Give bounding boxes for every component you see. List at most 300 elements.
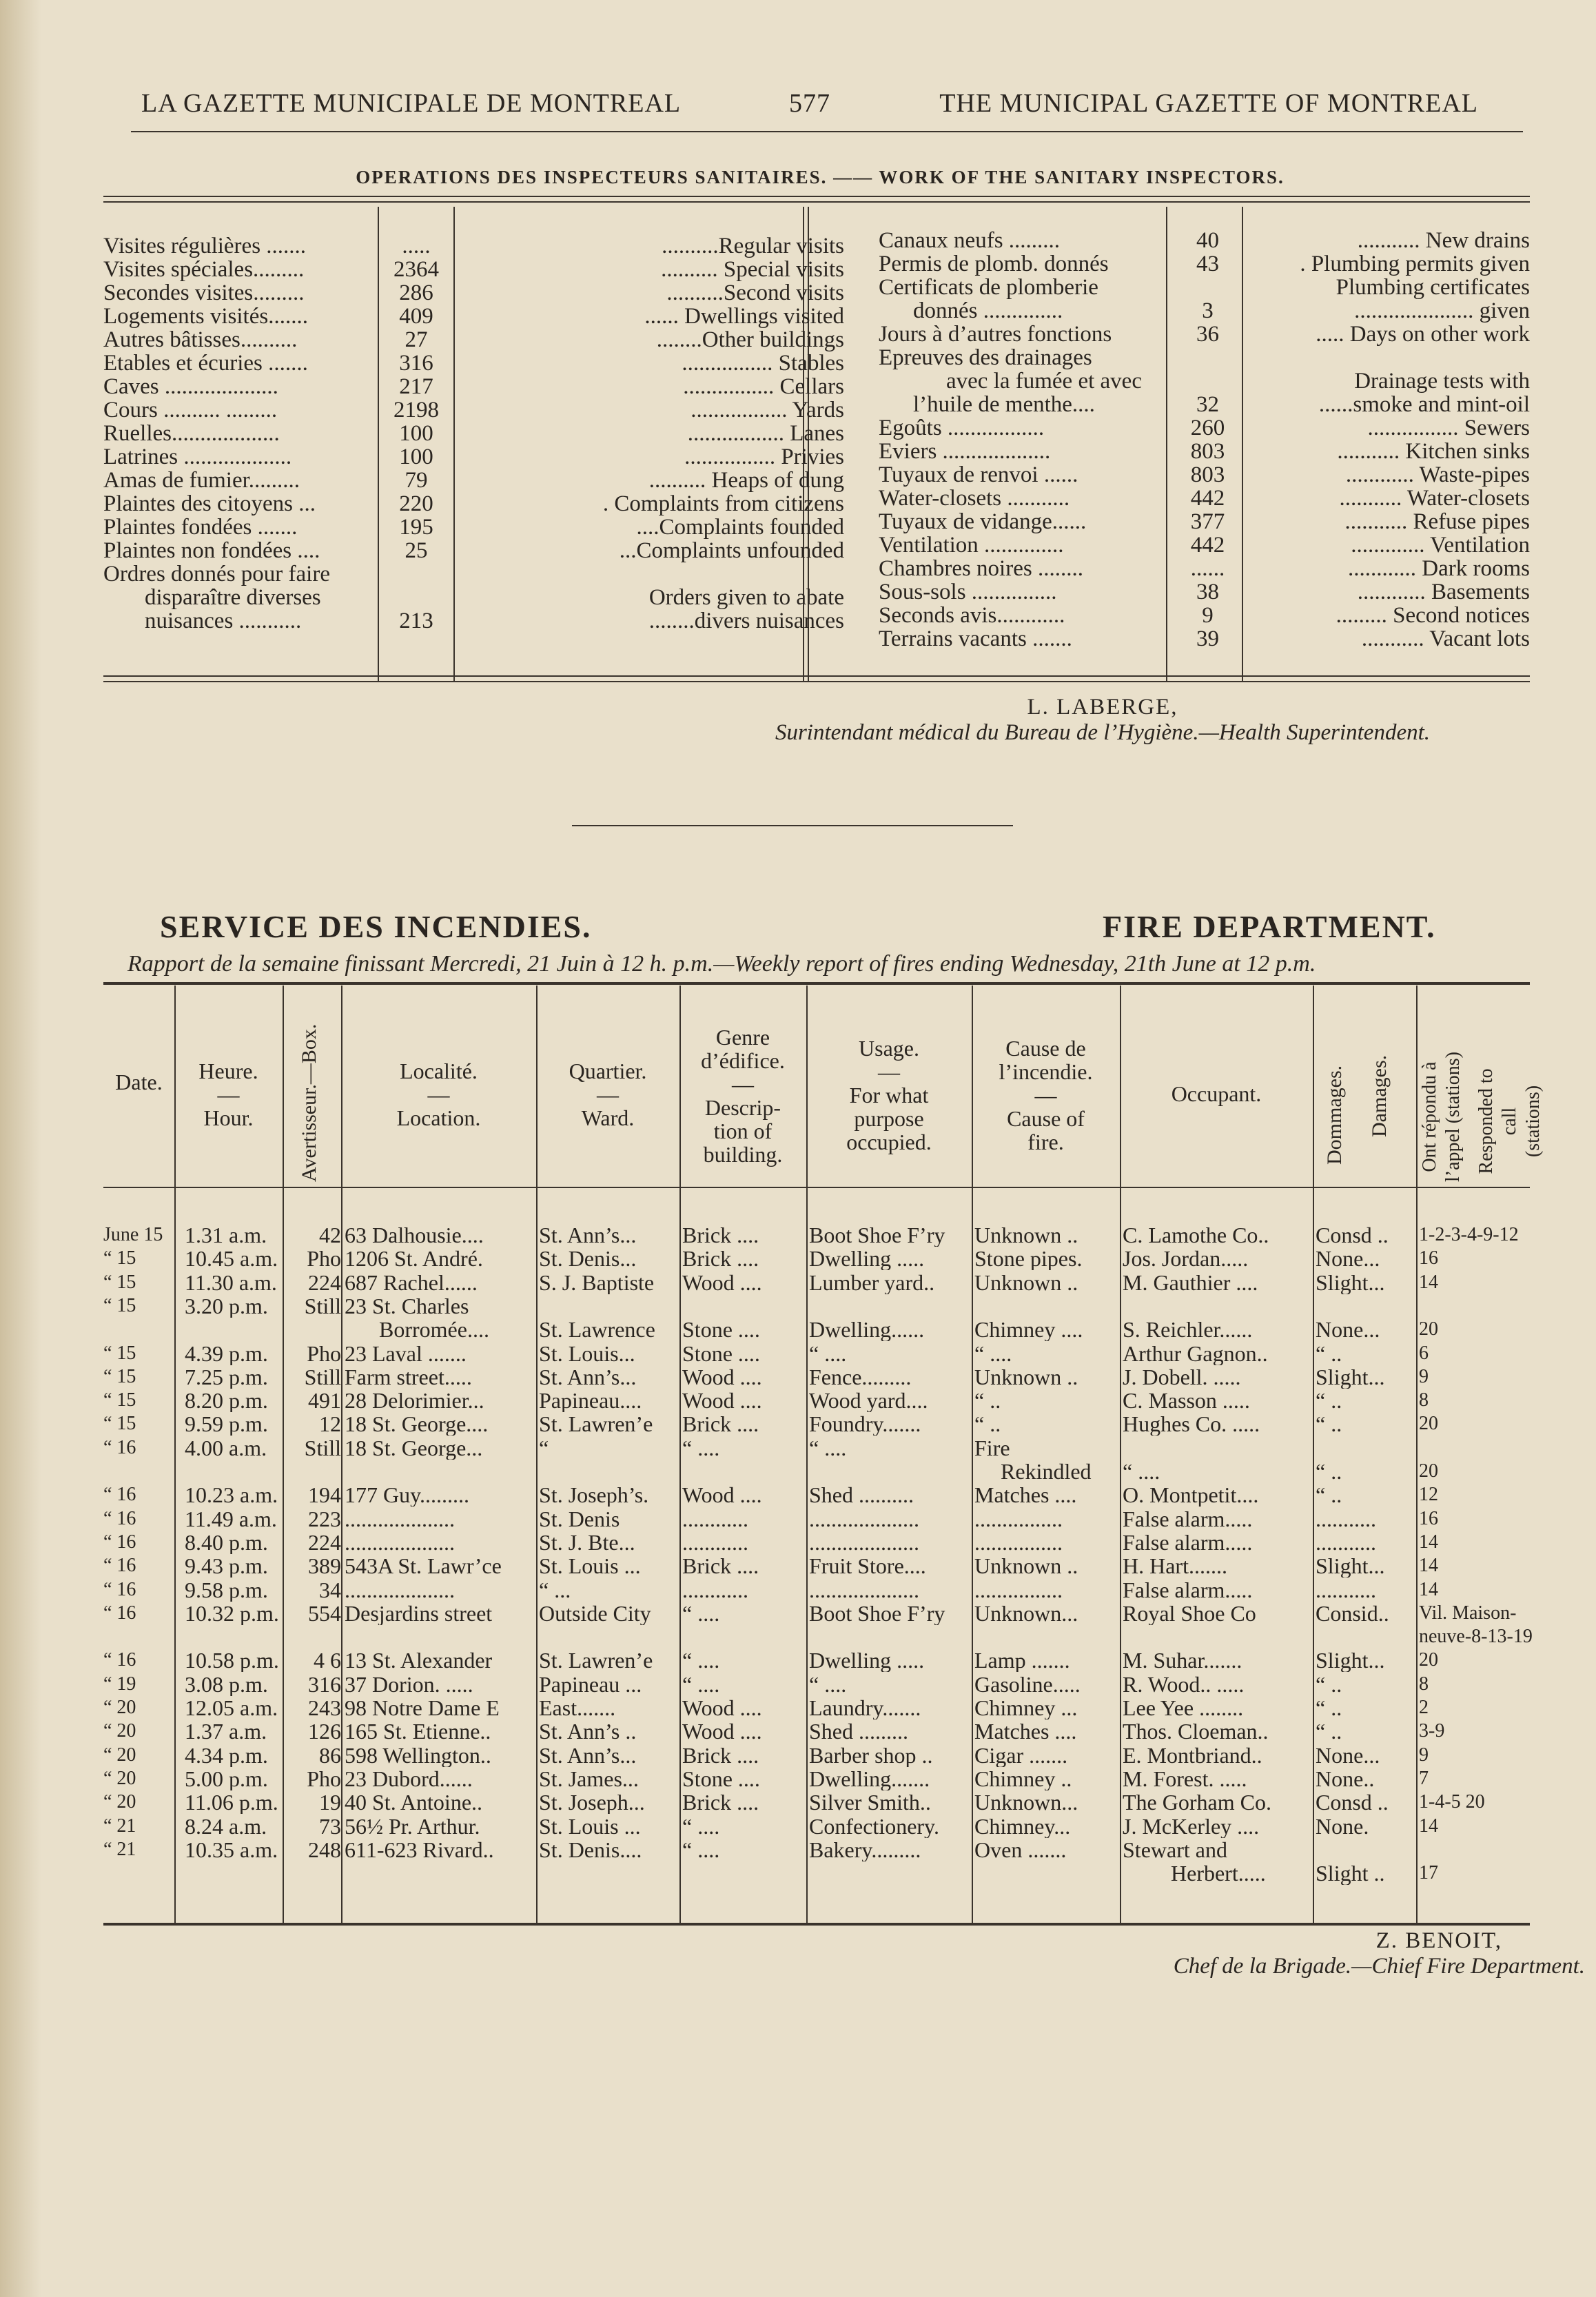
fire-cell-occ: Stewart and	[1123, 1837, 1227, 1861]
fire-row	[103, 1507, 1530, 1531]
fire-cell-use: Fruit Store....	[809, 1554, 926, 1578]
fire-header-occupant: Occupant.	[1171, 1081, 1262, 1106]
sanitary-item-value: 213	[399, 609, 433, 633]
sanitary-item-value: 442	[1190, 533, 1225, 558]
fire-cell-date: “ 20	[103, 1767, 136, 1789]
fire-cell-use: Silver Smith..	[809, 1790, 931, 1815]
fire-cell-box: Pho	[307, 1247, 341, 1271]
sanitary-item-en: Drainage tests with	[1354, 369, 1530, 394]
fire-cell-hour: 8.24 a.m.	[185, 1814, 267, 1838]
fire-cell-occ: False alarm.....	[1123, 1578, 1253, 1602]
fire-cell-box: Pho	[307, 1341, 341, 1365]
fire-cell-loc: ....................	[345, 1530, 455, 1554]
fire-cell-use: Barber shop ..	[809, 1743, 933, 1767]
sanitary-item-value: 38	[1196, 580, 1219, 604]
sanitary-row	[103, 234, 844, 258]
fire-cell-resp: 20	[1419, 1413, 1438, 1435]
fire-cell-resp: 3-9	[1419, 1720, 1445, 1742]
fire-cell-dmg: None...	[1316, 1318, 1380, 1342]
sanitary-item-fr: Ruelles...................	[103, 421, 280, 446]
sanitary-item-en: .......... Heaps of dung	[648, 468, 844, 493]
fire-cell-use: Shed .........	[809, 1719, 908, 1744]
fire-cell-date: “ 21	[103, 1838, 136, 1860]
fire-cell-ward: St. Louis ...	[539, 1814, 641, 1838]
fire-cell-occ: Jos. Jordan.....	[1123, 1247, 1249, 1271]
fire-cell-bld: Brick ....	[682, 1412, 759, 1436]
sanitary-item-en: ................ Privies	[684, 445, 844, 469]
sanitary-item-fr: Chambres noires ........	[879, 556, 1083, 581]
fire-cell-ward: St. James...	[539, 1766, 639, 1790]
fire-row	[103, 1554, 1530, 1578]
fire-cell-cause: Chimney ....	[974, 1318, 1083, 1342]
fire-header-responded-en: Responded to call (stations)	[1475, 1068, 1544, 1174]
fire-signature	[930, 1928, 1585, 1979]
sanitary-item-fr: Terrains vacants .......	[879, 626, 1072, 651]
fire-cell-resp: 14	[1419, 1271, 1438, 1293]
fire-cell-use: Dwelling .....	[809, 1648, 925, 1673]
page-number: 577	[789, 89, 830, 118]
fire-cell-date: “ 16	[103, 1555, 136, 1577]
fire-cell-bld: Wood ....	[682, 1365, 762, 1389]
fire-row	[103, 1365, 1530, 1389]
fire-cell-box: Still	[304, 1294, 341, 1318]
sanitary-item-en: ...Complaints unfounded	[619, 538, 844, 563]
fire-cell-bld: ............	[682, 1507, 748, 1531]
sanitary-item-fr: donnés ..............	[913, 298, 1063, 323]
fire-cell-ward: St. Denis....	[539, 1837, 642, 1861]
fire-cell-hour: 4.34 p.m.	[185, 1743, 268, 1767]
fire-cell-loc: 543A St. Lawr’ce	[345, 1554, 502, 1578]
fire-cell-ward: St. Denis...	[539, 1247, 637, 1271]
sanitary-bottom-rule-2	[103, 681, 1530, 682]
fire-row	[103, 1389, 1530, 1412]
fire-cell-date: “ 16	[103, 1578, 136, 1600]
fire-cell-loc: 37 Dorion. .....	[345, 1672, 473, 1696]
sanitary-row	[879, 393, 1530, 416]
sanitary-item-value: 377	[1190, 509, 1225, 534]
running-head-right: THE MUNICIPAL GAZETTE OF MONTREAL	[939, 89, 1478, 118]
sanitary-item-fr: Egoûts .................	[879, 416, 1045, 440]
fire-cell-cause: Unknown ..	[974, 1554, 1078, 1578]
fire-cell-ward: St. Lawrence	[539, 1318, 655, 1342]
fire-cell-dmg: “ ..	[1316, 1719, 1342, 1744]
fire-cell-occ: C. Lamothe Co..	[1123, 1223, 1269, 1247]
fire-row	[103, 1861, 1530, 1885]
sanitary-row	[879, 487, 1530, 510]
fire-cell-dmg: None..	[1316, 1766, 1375, 1790]
fire-cell-date: “ 16	[103, 1531, 136, 1553]
fire-cell-cause: Gasoline.....	[974, 1672, 1081, 1696]
fire-cell-dmg: Slight...	[1316, 1270, 1385, 1294]
sanitary-section-title: OPERATIONS DES INSPECTEURS SANITAIRES. —— WORK OF THE SANITARY INSPECTORS.	[356, 167, 1285, 187]
fire-cell-ward: East.......	[539, 1696, 616, 1719]
fire-cell-occ: S. Reichler......	[1123, 1318, 1253, 1342]
sanitary-row	[103, 280, 844, 305]
fire-cell-ward: S. J. Baptiste	[539, 1270, 655, 1294]
sanitary-item-fr: Sous-sols ...............	[879, 580, 1057, 604]
running-head	[141, 88, 1478, 130]
fire-row	[103, 1294, 1530, 1318]
fire-cell-dmg: “ ..	[1316, 1696, 1342, 1719]
fire-cell-cause: Unknown...	[974, 1790, 1078, 1815]
sanitary-item-fr: Water-closets ...........	[879, 486, 1070, 511]
fire-cell-box: 4 6	[314, 1648, 341, 1673]
sanitary-row	[879, 533, 1530, 557]
fire-cell-hour: 7.25 p.m.	[185, 1365, 268, 1389]
fire-cell-cause: Unknown ..	[974, 1365, 1078, 1389]
sanitary-item-en: ........... Vacant lots	[1361, 626, 1530, 651]
fire-cell-use: Bakery.........	[809, 1837, 921, 1861]
fire-cell-occ: M. Forest. .....	[1123, 1766, 1247, 1790]
fire-cell-hour: 9.58 p.m.	[185, 1578, 268, 1602]
fire-cell-bld: Stone ....	[682, 1341, 760, 1365]
fire-cell-cause: Chimney ..	[974, 1766, 1072, 1790]
fire-cell-cause: Unknown ..	[974, 1223, 1078, 1247]
fire-cell-bld: Brick ....	[682, 1223, 759, 1247]
fire-cell-hour: 10.58 p.m.	[185, 1648, 279, 1673]
fire-cell-occ: Lee Yee ........	[1123, 1696, 1244, 1719]
fire-cell-loc: 598 Wellington..	[345, 1743, 491, 1767]
sanitary-item-value: 2198	[393, 398, 439, 422]
sanitary-item-en: ............ Basements	[1357, 580, 1530, 604]
fire-cell-dmg: None...	[1316, 1247, 1380, 1271]
fire-cell-box: 194	[308, 1483, 341, 1507]
fire-cell-hour: 1.37 a.m.	[185, 1719, 267, 1744]
fire-cell-dmg: ...........	[1316, 1530, 1376, 1554]
fire-cell-ward: “ ...	[539, 1578, 571, 1602]
fire-cell-resp: 14	[1419, 1578, 1438, 1600]
sanitary-item-en: ........Other buildings	[656, 327, 844, 352]
fire-cell-loc: Borromée....	[379, 1318, 489, 1342]
sanitary-row	[879, 416, 1530, 440]
fire-cell-hour: 10.32 p.m.	[185, 1601, 279, 1625]
page-gutter-shadow	[0, 0, 41, 2297]
sanitary-item-en: ........... Kitchen sinks	[1337, 439, 1530, 464]
fire-cell-occ: False alarm.....	[1123, 1507, 1253, 1531]
fire-cell-box: 389	[308, 1554, 341, 1578]
fire-cell-box: 73	[319, 1814, 341, 1838]
fire-cell-bld: Wood ....	[682, 1696, 762, 1719]
sanitary-row	[103, 398, 844, 422]
sanitary-item-en: ....Complaints founded	[636, 515, 844, 540]
sanitary-item-fr: Ordres donnés pour faire	[103, 562, 330, 586]
sanitary-item-fr: Etables et écuries .......	[103, 351, 308, 376]
sanitary-item-en: Plumbing certificates	[1336, 275, 1530, 300]
fire-cell-occ: J. McKerley ....	[1123, 1814, 1260, 1838]
fire-cell-dmg: “ ..	[1316, 1483, 1342, 1507]
sanitary-item-fr: Cours .......... .........	[103, 398, 278, 422]
fire-row	[103, 1767, 1530, 1790]
sanitary-item-en: ..... Days on other work	[1316, 322, 1530, 347]
fire-cell-cause: “ ....	[974, 1341, 1012, 1365]
sanitary-item-en: ..................... given	[1354, 298, 1530, 323]
fire-cell-hour: 12.05 a.m.	[185, 1696, 278, 1719]
sanitary-item-value: 3	[1202, 298, 1214, 323]
sanitary-item-value: 220	[399, 491, 433, 516]
fire-header-hour: Heure. — Hour.	[198, 1059, 258, 1130]
sanitary-item-en: ...... Dwellings visited	[644, 304, 844, 329]
fire-cell-use: “ ....	[809, 1341, 847, 1365]
fire-cell-use: Dwelling .....	[809, 1247, 925, 1271]
fire-cell-box: Pho	[307, 1766, 341, 1790]
sanitary-item-fr: Canaux neufs .........	[879, 228, 1061, 253]
fire-cell-box: 223	[308, 1507, 341, 1531]
fire-cell-cause: Oven .......	[974, 1837, 1067, 1861]
fire-cell-dmg: None...	[1316, 1743, 1380, 1767]
fire-cell-cause: Matches ....	[974, 1483, 1077, 1507]
sanitary-item-en: ............. Ventilation	[1351, 533, 1530, 558]
sanitary-row	[103, 609, 844, 633]
fire-header-date: Date.	[115, 1070, 163, 1094]
fire-cell-ward: St. Louis...	[539, 1341, 635, 1365]
fire-header-usage: Usage. — For what purpose occupied.	[846, 1036, 932, 1154]
fire-cell-box: 248	[308, 1837, 341, 1861]
fire-cell-hour: 8.40 p.m.	[185, 1530, 268, 1554]
fire-cell-loc: 1206 St. André.	[345, 1247, 483, 1271]
fire-cell-bld: Brick ....	[682, 1247, 759, 1271]
fire-cell-cause: Lamp .......	[974, 1648, 1070, 1673]
fire-cell-hour: 10.45 a.m.	[185, 1247, 278, 1271]
fire-cell-occ: Herbert.....	[1171, 1861, 1266, 1886]
sanitary-item-en: ......... Second notices	[1336, 603, 1530, 628]
fire-cell-cause: Chimney...	[974, 1814, 1071, 1838]
fire-title-en: FIRE DEPARTMENT.	[1103, 909, 1436, 944]
fire-cell-loc: 23 St. Charles	[345, 1294, 469, 1318]
fire-row	[103, 1602, 1530, 1625]
sanitary-row	[879, 276, 1530, 299]
fire-cell-occ: M. Gauthier ....	[1123, 1270, 1258, 1294]
fire-cell-box: 42	[319, 1223, 341, 1247]
sanitary-row	[103, 585, 844, 610]
fire-cell-occ: “ ....	[1123, 1460, 1160, 1483]
fire-cell-use: Foundry.......	[809, 1412, 921, 1436]
fire-cell-cause: Matches ....	[974, 1719, 1077, 1744]
fire-cell-cause: Rekindled	[1001, 1460, 1092, 1483]
fire-cell-occ: C. Masson .....	[1123, 1389, 1250, 1413]
fire-cell-date: “ 15	[103, 1247, 136, 1269]
sanitary-item-value: 79	[405, 468, 428, 493]
sanitary-item-en: ........... Water-closets	[1339, 486, 1530, 511]
fire-cell-resp: 16	[1419, 1507, 1438, 1529]
fire-cell-use: Boot Shoe F’ry	[809, 1223, 945, 1247]
sanitary-item-fr: Plaintes non fondées ....	[103, 538, 320, 563]
fire-cell-use: ....................	[809, 1507, 919, 1531]
fire-cell-box: 224	[308, 1270, 341, 1294]
sanitary-item-value: .....	[402, 234, 431, 258]
fire-row	[103, 1838, 1530, 1861]
sanitary-item-value: 39	[1196, 626, 1219, 651]
sanitary-signature-title: Surintendant médical du Bureau de l’Hygiène.—Health Superintendent.	[775, 720, 1431, 745]
fire-cell-dmg: Slight ..	[1316, 1861, 1385, 1886]
sanitary-row	[879, 369, 1530, 393]
fire-cell-cause: ................	[974, 1507, 1063, 1531]
sanitary-item-fr: Caves ....................	[103, 374, 278, 399]
fire-cell-date: “ 15	[103, 1389, 136, 1411]
fire-cell-date: “ 20	[103, 1791, 136, 1813]
sanitary-row	[103, 562, 799, 586]
sanitary-item-fr: Tuyaux de vidange......	[879, 509, 1087, 534]
fire-cell-loc: 18 St. George...	[345, 1436, 483, 1460]
fire-cell-resp: 17	[1419, 1862, 1438, 1884]
fire-cell-resp: 8	[1419, 1389, 1429, 1411]
fire-cell-use: Fence.........	[809, 1365, 912, 1389]
sanitary-item-value: 260	[1190, 416, 1225, 440]
running-head-left: LA GAZETTE MUNICIPALE DE MONTREAL	[141, 89, 682, 118]
fire-cell-hour: 8.20 p.m.	[185, 1389, 268, 1413]
fire-cell-occ: R. Wood.. .....	[1123, 1672, 1245, 1696]
fire-cell-dmg: “ ..	[1316, 1389, 1342, 1413]
sanitary-item-en: ..........Regular visits	[662, 234, 844, 258]
fire-cell-dmg: Slight...	[1316, 1365, 1385, 1389]
sanitary-row	[879, 299, 1530, 323]
fire-cell-loc: ....................	[345, 1507, 455, 1531]
fire-cell-use: Confectionery.	[809, 1814, 939, 1838]
sanitary-row	[103, 515, 844, 540]
sanitary-item-en: . Complaints from citizens	[602, 491, 844, 516]
fire-cell-date: “ 20	[103, 1697, 136, 1718]
fire-cell-occ: H. Hart.......	[1123, 1554, 1227, 1578]
fire-cell-bld: Brick ....	[682, 1743, 759, 1767]
fire-cell-box: 491	[308, 1389, 341, 1413]
fire-cell-loc: 98 Notre Dame E	[345, 1696, 500, 1719]
fire-cell-box: 554	[308, 1601, 341, 1625]
fire-cell-bld: “ ....	[682, 1648, 720, 1673]
sanitary-item-en: ................ Cellars	[683, 374, 844, 399]
fire-header-building: Genre d’édifice. — Descrip- tion of building.	[701, 1025, 785, 1167]
fire-cell-hour: 9.59 p.m.	[185, 1412, 268, 1436]
fire-cell-date: “ 20	[103, 1720, 136, 1742]
sanitary-item-en: ..........Second visits	[666, 280, 844, 305]
fire-cell-hour: 10.35 a.m.	[185, 1837, 278, 1861]
fire-cell-use: Lumber yard..	[809, 1270, 935, 1294]
fire-cell-resp: 1-2-3-4-9-12	[1419, 1224, 1519, 1245]
sanitary-item-value: 32	[1196, 392, 1219, 417]
fire-title-fr: SERVICE DES INCENDIES.	[160, 909, 592, 944]
sanitary-item-fr: Plaintes des citoyens ...	[103, 491, 316, 516]
fire-row	[103, 1247, 1530, 1270]
fire-row	[103, 1719, 1530, 1743]
fire-row	[103, 1815, 1530, 1838]
header-rule	[131, 131, 1523, 132]
sanitary-row	[879, 252, 1530, 276]
fire-row	[103, 1342, 1530, 1365]
fire-cell-use: Dwelling......	[809, 1318, 925, 1342]
sanitary-signature-name: L. LABERGE,	[1027, 695, 1178, 719]
fire-row	[103, 1412, 1530, 1436]
fire-cell-box: Still	[304, 1365, 341, 1389]
sanitary-row	[879, 346, 1530, 369]
fire-cell-use: ....................	[809, 1578, 919, 1602]
fire-cell-resp: 20	[1419, 1460, 1438, 1482]
fire-cell-box: 86	[319, 1743, 341, 1767]
fire-cell-use: Wood yard....	[809, 1389, 928, 1413]
fire-cell-loc: Farm street.....	[345, 1365, 472, 1389]
fire-cell-cause: Cigar .......	[974, 1743, 1068, 1767]
sanitary-item-value: 803	[1190, 462, 1225, 487]
fire-cell-ward: “	[539, 1436, 549, 1460]
fire-cell-resp: 2	[1419, 1697, 1429, 1718]
fire-row	[103, 1271, 1530, 1294]
fire-cell-ward: St. Ann’s...	[539, 1365, 637, 1389]
fire-cell-ward: Outside City	[539, 1601, 651, 1625]
fire-cell-date: June 15	[103, 1224, 163, 1245]
fire-cell-bld: Wood ....	[682, 1270, 762, 1294]
fire-cell-occ: O. Montpetit....	[1123, 1483, 1259, 1507]
fire-cell-loc: Desjardins street	[345, 1601, 493, 1625]
fire-cell-resp: 1-4-5 20	[1419, 1791, 1485, 1813]
fire-header-ward: Quartier. — Ward.	[569, 1059, 647, 1130]
sanitary-item-en: ............ Waste-pipes	[1345, 462, 1530, 487]
fire-cell-loc: 56½ Pr. Arthur.	[345, 1814, 480, 1838]
fire-cell-box: 19	[319, 1790, 341, 1815]
sanitary-item-value: 195	[399, 515, 433, 540]
fire-cell-occ: The Gorham Co.	[1123, 1790, 1271, 1815]
fire-cell-cause: “ ..	[974, 1412, 1001, 1436]
fire-cell-box: 243	[308, 1696, 341, 1719]
sanitary-row	[879, 557, 1530, 580]
sanitary-row	[103, 257, 844, 282]
sanitary-item-fr: avec la fumée et avec	[946, 369, 1142, 394]
fire-row	[103, 1790, 1530, 1814]
fire-cell-occ: Arthur Gagnon..	[1123, 1341, 1268, 1365]
fire-table-bottom-rule	[103, 1923, 1530, 1926]
fire-cell-bld: Stone ....	[682, 1766, 760, 1790]
fire-cell-ward: Papineau ...	[539, 1672, 642, 1696]
fire-cell-use: “ ....	[809, 1436, 847, 1460]
fire-cell-ward: St. Joseph...	[539, 1790, 645, 1815]
fire-cell-loc: 611-623 Rivard..	[345, 1837, 494, 1861]
fire-cell-ward: St. Lawren’e	[539, 1412, 653, 1436]
fire-table-top-rule	[103, 982, 1530, 985]
sanitary-row	[879, 510, 1530, 533]
sanitary-item-fr: Visites régulières .......	[103, 234, 307, 258]
fire-cell-date: “ 16	[103, 1436, 136, 1458]
fire-signature-title: Chef de la Brigade.—Chief Fire Department.	[1173, 1954, 1585, 1979]
fire-cell-hour: 10.23 a.m.	[185, 1483, 278, 1507]
sanitary-item-en: . Plumbing permits given	[1300, 252, 1530, 276]
fire-cell-cause: Unknown ..	[974, 1270, 1078, 1294]
fire-cell-hour: 3.20 p.m.	[185, 1294, 268, 1318]
sanitary-row	[103, 374, 844, 399]
fire-subtitle: Rapport de la semaine finissant Mercredi, 21 Juin à 12 h. p.m.—Weekly report of fires ending Wednesday, 21th June at 12 p.m.	[127, 951, 1316, 977]
sanitary-item-en: .......... Special visits	[661, 257, 844, 282]
sanitary-row	[103, 491, 844, 516]
sanitary-item-fr: Epreuves des drainages	[879, 345, 1092, 370]
fire-cell-ward: St. Louis ...	[539, 1554, 641, 1578]
fire-cell-hour: 11.49 a.m.	[185, 1507, 277, 1531]
sanitary-left-table	[103, 234, 844, 633]
fire-cell-dmg: Slight...	[1316, 1554, 1385, 1578]
sanitary-row	[879, 229, 1530, 252]
fire-cell-cause: ................	[974, 1578, 1063, 1602]
fire-cell-resp: 14	[1419, 1815, 1438, 1837]
sanitary-item-en: ......smoke and mint-oil	[1318, 392, 1530, 417]
fire-row	[103, 1483, 1530, 1507]
fire-cell-bld: “ ....	[682, 1814, 720, 1838]
sanitary-top-rule	[103, 196, 1530, 197]
fire-cell-use: Boot Shoe F’ry	[809, 1601, 945, 1625]
fire-cell-bld: Wood ....	[682, 1483, 762, 1507]
fire-cell-loc: 13 St. Alexander	[345, 1648, 493, 1673]
fire-cell-bld: “ ....	[682, 1672, 720, 1696]
fire-cell-box: 126	[308, 1719, 341, 1744]
fire-cell-resp: 20	[1419, 1649, 1438, 1671]
section-divider	[572, 825, 1013, 826]
fire-cell-loc: 40 St. Antoine..	[345, 1790, 483, 1815]
fire-row	[103, 1223, 1530, 1247]
sanitary-item-fr: nuisances ...........	[145, 609, 302, 633]
fire-cell-dmg: Consid..	[1316, 1601, 1389, 1625]
